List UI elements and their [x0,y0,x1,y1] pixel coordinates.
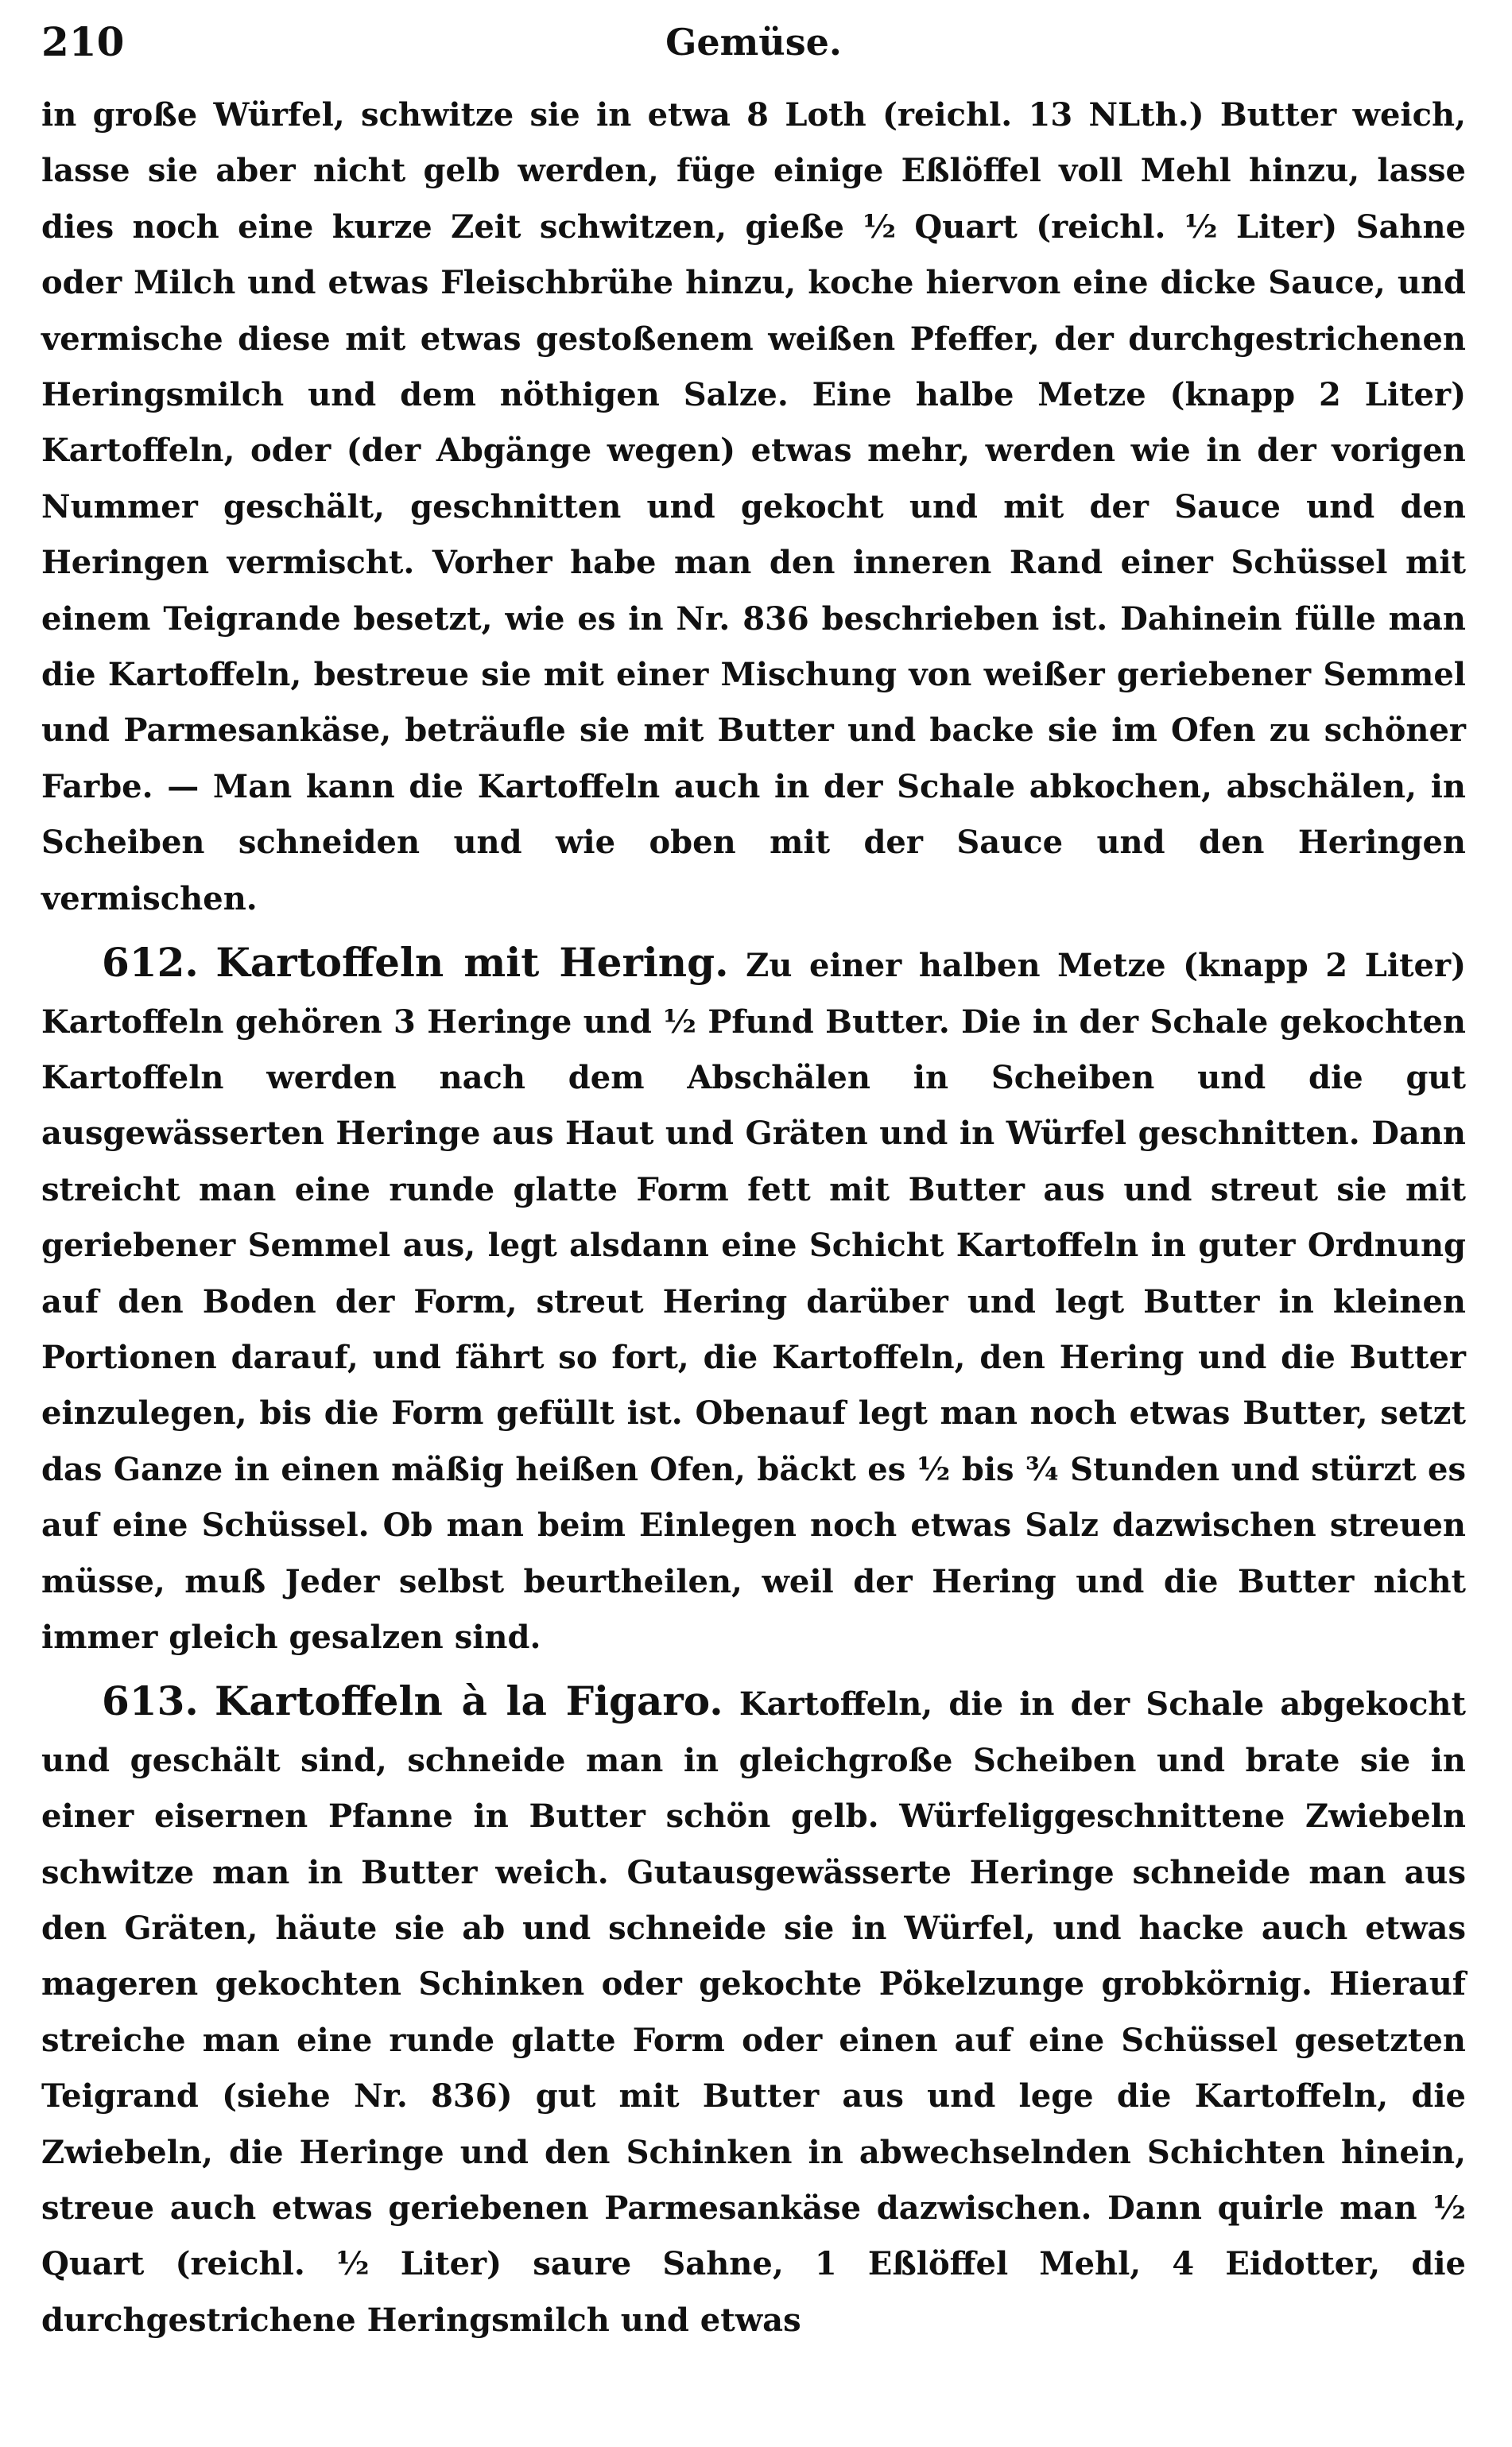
recipe-text: Zu einer halben Metze (knapp 2 Liter) Kartoffeln gehören 3 Heringe und ½ Pfund Butter. Die in der Schale gekochten Kartoffeln werden nach dem Abschälen in Scheiben und die gut ausgewässerten Heringe aus Haut und Gräten und in Würfel geschnitten. Dann streicht man eine runde glatte Form fett mit Butter aus und streut sie mit geriebener Semmel aus, legt alsdann eine Schicht Kartoffeln in guter Ordnung auf den Boden der Form, streut Hering darüber und legt Butter in kleinen Portionen darauf, und fährt so fort, die Kartoffeln, den Hering und die Butter einzulegen, bis die Form gefüllt ist. Obenauf legt man noch etwas Butter, setzt das Ganze in einen mäßig heißen Ofen, bäckt es ½ bis ¾ Stunden und stürzt es auf eine Schüssel. Ob man beim Einlegen noch etwas Salz dazwischen streuen müsse, muß Jeder selbst beurtheilen, weil der Hering und die Butter nicht immer gleich gesalzen sind. [41,947,1466,1656]
recipe-title: Kartoffeln à la Figaro. [214,1677,723,1725]
page-body [41,87,1466,2348]
recipe-612 [41,935,1466,1666]
recipe-number: 613. [102,1677,199,1725]
recipe-title: Kartoffeln mit Hering. [215,939,729,987]
book-page [41,16,1466,2433]
recipe-number: 612. [102,939,199,987]
intro-paragraph: in große Würfel, schwitze sie in etwa 8 Loth (reichl. 13 NLth.) Butter weich, lasse sie aber nicht gelb werden, füge einige Eßlöffel voll Mehl hinzu, lasse dies noch eine kurze Zeit schwitzen, gieße ½ Quart (reichl. ½ Liter) Sahne oder Milch und etwas Fleischbrühe hinzu, koche hiervon eine dicke Sauce, und vermische diese mit etwas gestoßenem weißen Pfeffer, der durchgestrichenen Heringsmilch und dem nöthigen Salze. Eine halbe Metze (knapp 2 Liter) Kartoffeln, oder (der Abgänge wegen) etwas mehr, werden wie in der vorigen Nummer geschält, geschnitten und gekocht und mit der Sauce und den Heringen vermischt. Vorher habe man den inneren Rand einer Schüssel mit einem Teigrande besetzt, wie es in Nr. 836 beschrieben ist. Dahinein fülle man die Kartoffeln, bestreue sie mit einer Mischung von weißer geriebener Semmel und Parmesankäse, beträufle sie mit Butter und backe sie im Ofen zu schöner Farbe. — Man kann die Kartoffeln auch in der Schale abkochen, abschälen, in Scheiben schneiden und wie oben mit der Sauce und den Heringen vermischen. [41,96,1466,917]
recipe-text: Kartoffeln, die in der Schale abgekocht und geschält sind, schneide man in gleichgroße Scheiben und brate sie in einer eisernen Pfanne in Butter schön gelb. Würfeliggeschnittene Zwiebeln schwitze man in Butter weich. Gutausgewässerte Heringe schneide man aus den Gräten, häute sie ab und schneide sie in Würfel, und hacke auch etwas mageren gekochten Schinken oder gekochte Pökelzunge grobkörnig. Hierauf streiche man eine runde glatte Form oder einen auf eine Schüssel gesetzten Teigrand (siehe Nr. 836) gut mit Butter aus und lege die Kartoffeln, die Zwiebeln, die Heringe und den Schinken in abwechselnden Schichten hinein, streue auch etwas geriebenen Parmesankäse dazwischen. Dann quirle man ½ Quart (reichl. ½ Liter) saure Sahne, 1 Eßlöffel Mehl, 4 Eidotter, die durchgestrichene Heringsmilch und etwas [41,1685,1466,2339]
recipe-613 [41,1673,1466,2348]
running-title: Gemüse. [665,21,842,64]
page-header [41,16,1466,68]
page-number: 210 [41,18,125,65]
